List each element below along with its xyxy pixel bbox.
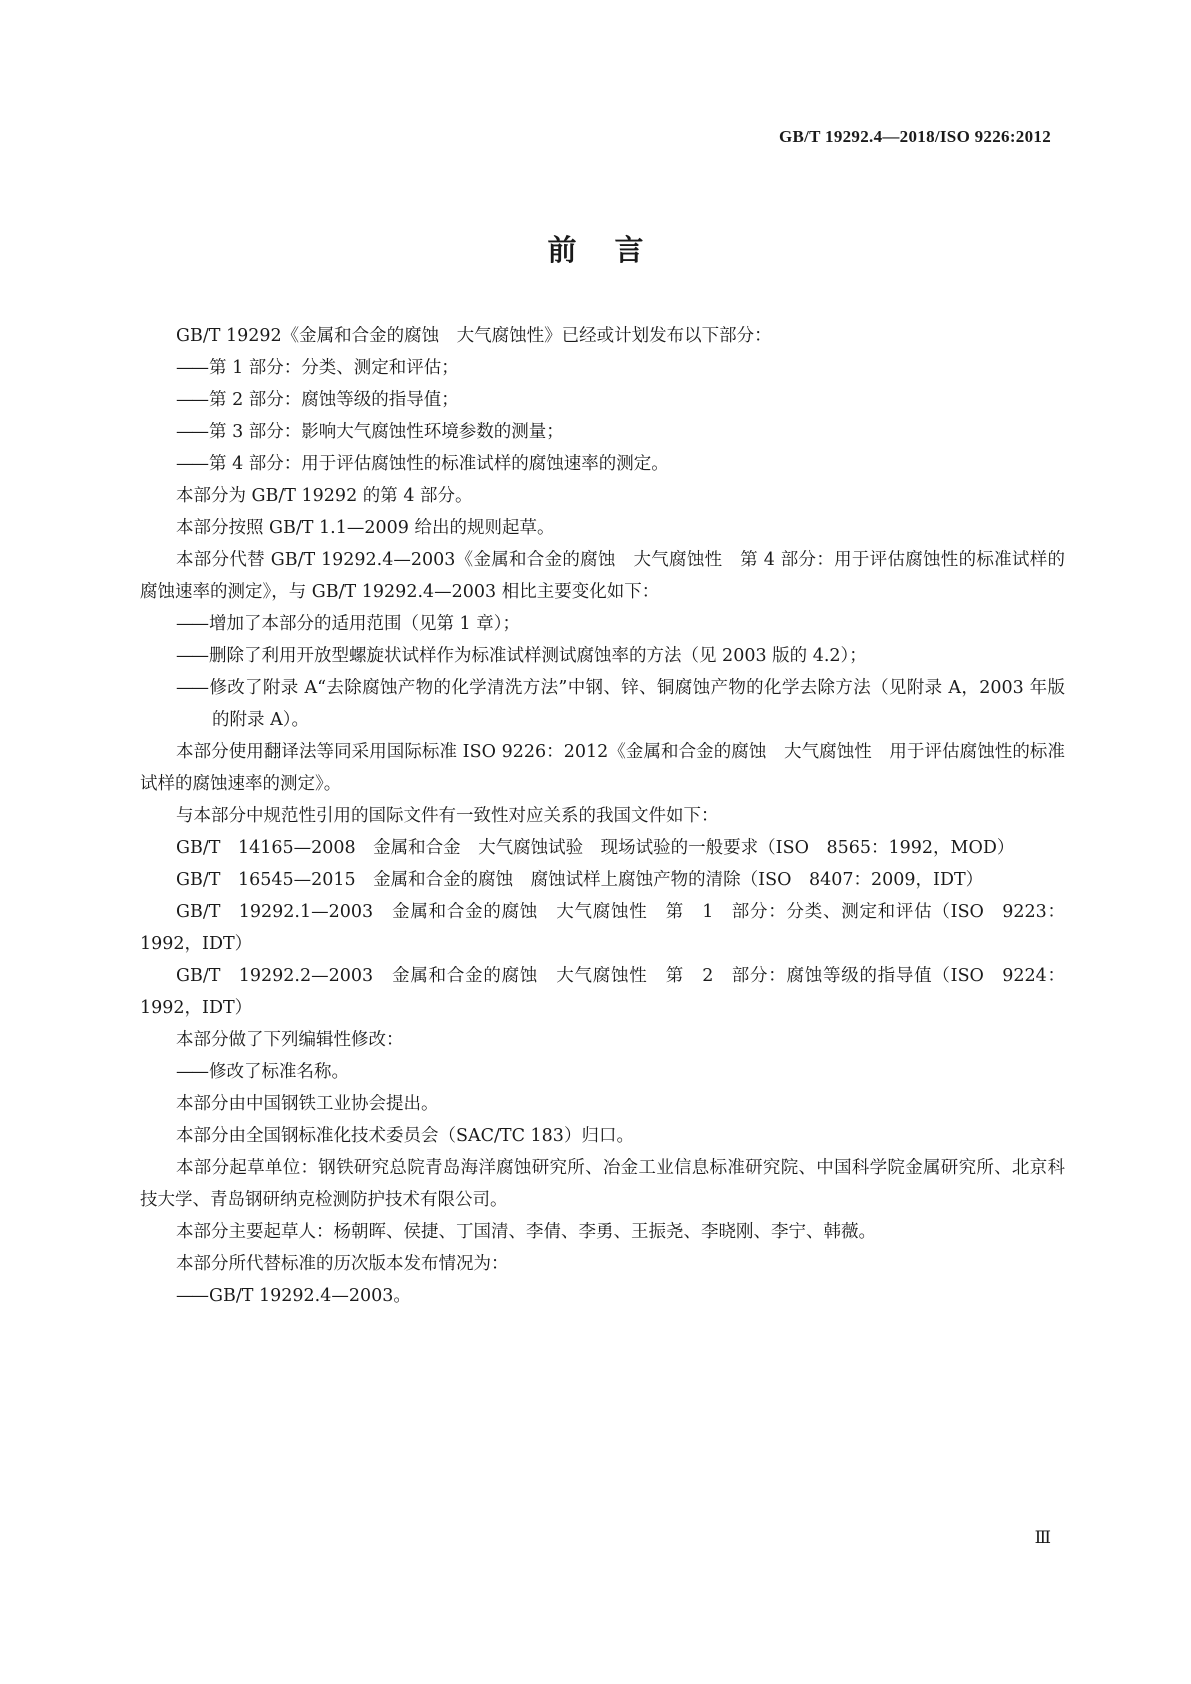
paragraph: 本部分起草单位：钢铁研究总院青岛海洋腐蚀研究所、冶金工业信息标准研究院、中国科学院金属研究所、北京科技大学、青岛钢研纳克检测防护技术有限公司。 (140, 1158, 1065, 1210)
reference-item: GB/T 19292.2—2003 金属和合金的腐蚀 大气腐蚀性 第 2 部分：腐蚀等级的指导值（ISO 9224：1992，IDT） (140, 966, 1065, 1018)
standard-code: GB/T 19292.4—2018/ISO 9226:2012 (778, 127, 1051, 146)
paragraph: 本部分为 GB/T 19292 的第 4 部分。 (176, 486, 473, 506)
list-item: —— 修改了标准名称。 (140, 1056, 1065, 1088)
page-title: 前言 (547, 233, 682, 267)
paragraph: 本部分由中国钢铁工业协会提出。 (176, 1094, 439, 1114)
list-item: —— 第 3 部分：影响大气腐蚀性环境参数的测量； (140, 416, 1065, 448)
paragraph: 与本部分中规范性引用的国际文件有一致性对应关系的我国文件如下： (176, 806, 719, 826)
list-item: —— 第 2 部分：腐蚀等级的指导值； (140, 384, 1065, 416)
list-item: —— 修改了附录 A“去除腐蚀产物的化学清洗方法”中钢、锌、铜腐蚀产物的化学去除方法（见附录 A，2003 年版的附录 A）。 (140, 672, 1065, 736)
paragraph: 本部分按照 GB/T 1.1—2009 给出的规则起草。 (176, 518, 555, 538)
document-body (140, 320, 1065, 1312)
reference-item: GB/T 19292.1—2003 金属和合金的腐蚀 大气腐蚀性 第 1 部分：分类、测定和评估（ISO 9223：1992，IDT） (140, 902, 1065, 954)
page-number: Ⅲ (1034, 1528, 1051, 1547)
paragraph: 本部分由全国钢标准化技术委员会（SAC/TC 183）归口。 (176, 1126, 634, 1146)
paragraph: 本部分使用翻译法等同采用国际标准 ISO 9226：2012《金属和合金的腐蚀 大气腐蚀性 用于评估腐蚀性的标准试样的腐蚀速率的测定》。 (140, 742, 1065, 794)
reference-item: GB/T 14165—2008 金属和合金 大气腐蚀试验 现场试验的一般要求（ISO 8565：1992，MOD） (176, 838, 1015, 858)
list-item: —— 第 1 部分：分类、测定和评估； (140, 352, 1065, 384)
list-item: —— 删除了利用开放型螺旋状试样作为标准试样测试腐蚀率的方法（见 2003 版的 4.2）； (140, 640, 1065, 672)
paragraph: 本部分所代替标准的历次版本发布情况为： (176, 1254, 509, 1274)
paragraph: 本部分做了下列编辑性修改： (176, 1030, 404, 1050)
list-item: —— 增加了本部分的适用范围（见第 1 章）； (140, 608, 1065, 640)
list-item: —— GB/T 19292.4—2003。 (140, 1280, 1065, 1312)
paragraph: 本部分代替 GB/T 19292.4—2003《金属和合金的腐蚀 大气腐蚀性 第 4 部分：用于评估腐蚀性的标准试样的腐蚀速率的测定》，与 GB/T 19292.4—2003 相比主要变化如下： (140, 550, 1065, 602)
paragraph: GB/T 19292《金属和合金的腐蚀 大气腐蚀性》已经或计划发布以下部分： (176, 326, 772, 346)
reference-item: GB/T 16545—2015 金属和合金的腐蚀 腐蚀试样上腐蚀产物的清除（ISO 8407：2009，IDT） (176, 870, 984, 890)
list-item: —— 第 4 部分：用于评估腐蚀性的标准试样的腐蚀速率的测定。 (140, 448, 1065, 480)
paragraph: 本部分主要起草人：杨朝晖、侯捷、丁国清、李倩、李勇、王振尧、李晓刚、李宁、韩薇。 (176, 1222, 876, 1242)
